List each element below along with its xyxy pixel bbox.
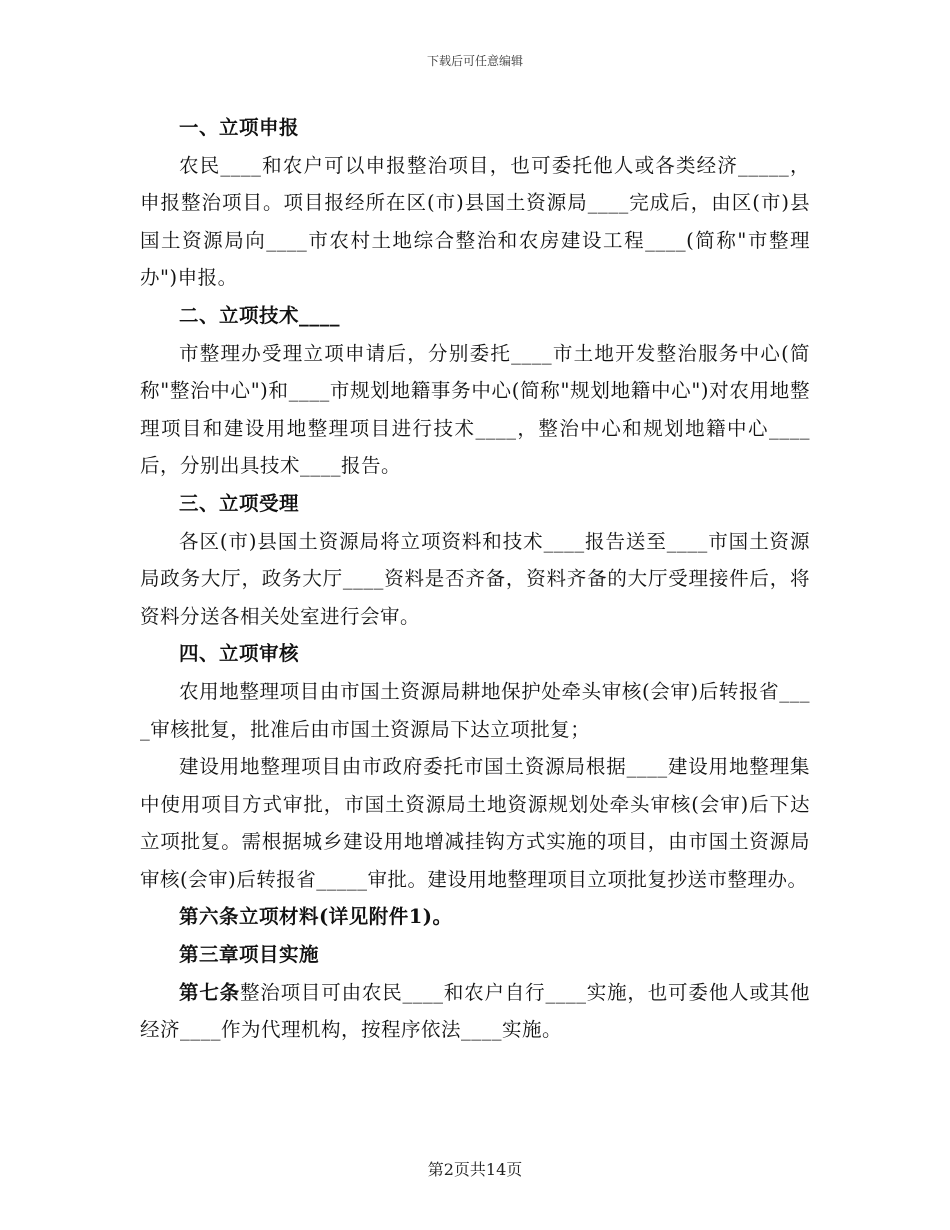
article-seven-label: 第七条 [179, 980, 240, 1004]
article-seven [140, 974, 810, 1049]
section-heading-3: 三、立项受理 [179, 491, 300, 515]
article-seven-text: 整治项目可由农民____和农户自行____实施，也可委他人或其他经济____作为代理机构，按程序依法____实施。 [140, 980, 810, 1042]
page-number: 第2页共14页 [427, 1160, 523, 1179]
section-heading-2: 二、立项技术____ [179, 303, 341, 327]
page-header: 下载后可任意编辑 [426, 54, 523, 68]
section-heading-1: 一、立项申报 [179, 116, 300, 139]
section-paragraph: 农用地整理项目由市国土资源局耕地保护处牵头审核(会审)后转报省____审核批复，批准后由市国土资源局下达立项批复； [140, 679, 810, 741]
section-paragraph: 市整理办受理立项申请后，分别委托____市土地开发整治服务中心(简称"整治中心")和____市规划地籍事务中心(简称"规划地籍中心")对农用地整理项目和建设用地整理项目进行技术____，整治中心和规划地籍中心____后，分别出具技术____报告。 [140, 341, 810, 478]
document-body [140, 109, 810, 1049]
section-paragraph: 建设用地整理项目由市政府委托市国土资源局根据____建设用地整理集中使用项目方式审批，市国土资源局土地资源规划处牵头审核(会审)后下达立项批复。需根据城乡建设用地增减挂钩方式实施的项目，由市国土资源局审核(会审)后转报省_____审批。建设用地整理项目立项批复抄送市整理办。 [140, 755, 810, 891]
chapter-heading: 第三章项目实施 [179, 943, 320, 967]
section-paragraph: 各区(市)县国土资源局将立项资料和技术____报告送至____市国土资源局政务大厅，政务大厅____资料是否齐备，资料齐备的大厅受理接件后，将资料分送各相关处室进行会审。 [140, 529, 810, 628]
section-heading-4: 四、立项审核 [179, 642, 300, 666]
section-paragraph: 农民____和农户可以申报整治项目，也可委托他人或各类经济_____，申报整治项目。项目报经所在区(市)县国土资源局____完成后，由区(市)县国土资源局向____市农村土地综合整治和农房建设工程____(简称"市整理办")申报。 [140, 153, 810, 290]
article-six: 第六条立项材料(详见附件1)。 [179, 905, 453, 929]
